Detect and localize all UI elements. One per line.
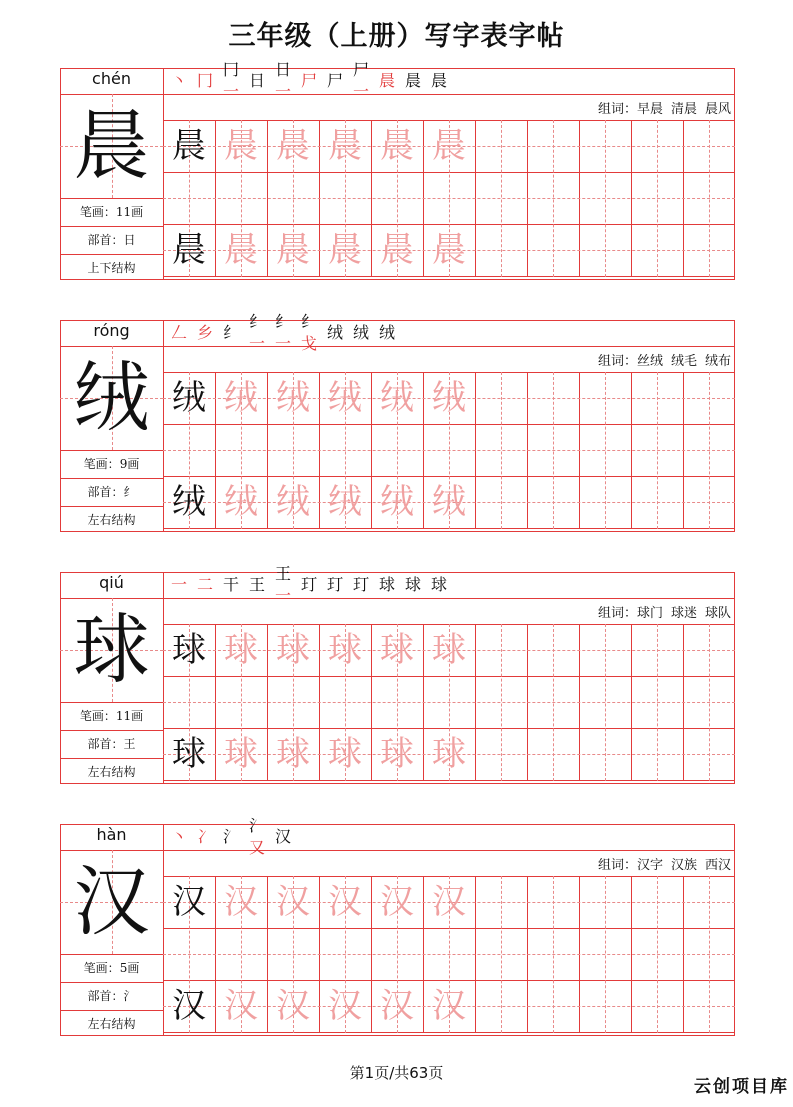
stroke-new: 丶 bbox=[170, 827, 187, 846]
radical-label: 部首： bbox=[87, 233, 124, 247]
stroke-step bbox=[218, 59, 244, 103]
stroke-step bbox=[166, 826, 192, 848]
model-character: 球 bbox=[172, 630, 206, 670]
word-list bbox=[598, 98, 731, 117]
stroke-new: 一 bbox=[222, 82, 239, 101]
word: 球迷 bbox=[670, 606, 697, 621]
stroke-base: 纟 bbox=[248, 312, 265, 331]
pinyin: qiú bbox=[99, 573, 124, 592]
radical-value: 氵 bbox=[123, 989, 136, 1003]
stroke-new: 乡 bbox=[196, 323, 213, 342]
trace-character: 球 bbox=[276, 630, 310, 670]
stroke-new: 一 bbox=[274, 586, 291, 605]
stroke-order bbox=[166, 60, 452, 101]
trace-character: 绒 bbox=[224, 378, 258, 418]
stroke-step bbox=[322, 70, 348, 92]
words-label: 组词： bbox=[597, 858, 637, 873]
radical-value: 王 bbox=[123, 737, 136, 751]
grid-row-line bbox=[163, 94, 735, 95]
word-list bbox=[598, 350, 731, 369]
word: 汉字 bbox=[636, 858, 663, 873]
stroke-step bbox=[192, 574, 218, 596]
word: 丝绒 bbox=[636, 354, 663, 369]
pinyin: róng bbox=[93, 321, 130, 340]
guide-v bbox=[657, 372, 658, 529]
guide-v bbox=[553, 876, 554, 1033]
stroke-step bbox=[322, 322, 348, 344]
stroke-new: 尸 bbox=[300, 71, 317, 90]
structure bbox=[60, 255, 163, 281]
trace-character: 绒 bbox=[432, 378, 466, 418]
trace-character: 汉 bbox=[224, 986, 258, 1026]
model-character: 绒 bbox=[172, 482, 206, 522]
stroke-step bbox=[270, 59, 296, 103]
model-character: 晨 bbox=[172, 126, 206, 166]
structure-value: 左右结构 bbox=[87, 513, 136, 527]
trace-character: 汉 bbox=[380, 986, 414, 1026]
stroke-step bbox=[166, 70, 192, 92]
stroke-base: 王 bbox=[248, 575, 265, 594]
structure-value: 左右结构 bbox=[87, 1017, 136, 1031]
char-block-3 bbox=[60, 816, 735, 1036]
guide-v bbox=[657, 876, 658, 1033]
guide-v bbox=[709, 120, 710, 277]
model-character: 球 bbox=[172, 734, 206, 774]
stroke-base: 日 bbox=[248, 71, 265, 90]
char-block-0 bbox=[60, 60, 735, 280]
guide-v bbox=[501, 120, 502, 277]
guide-v bbox=[657, 120, 658, 277]
stroke-new: 晨 bbox=[378, 71, 395, 90]
stroke-new: 一 bbox=[274, 334, 291, 353]
guide-v bbox=[709, 876, 710, 1033]
word: 绒布 bbox=[704, 354, 731, 369]
word: 西汉 bbox=[704, 858, 731, 873]
stroke-step bbox=[218, 322, 244, 344]
guide-v bbox=[501, 876, 502, 1033]
trace-character: 晨 bbox=[432, 126, 466, 166]
stroke-new: 二 bbox=[196, 575, 213, 594]
trace-character: 汉 bbox=[380, 882, 414, 922]
stroke-count-value: 9画 bbox=[119, 457, 140, 471]
large-character: 晨 bbox=[73, 101, 150, 190]
large-character: 绒 bbox=[73, 353, 150, 442]
stroke-base: 玎 bbox=[300, 575, 317, 594]
word: 球队 bbox=[704, 606, 731, 621]
border-right bbox=[734, 68, 735, 280]
stroke-step bbox=[348, 574, 374, 596]
stroke-count bbox=[60, 955, 163, 981]
brand-logo: 云创项目库 bbox=[694, 1077, 789, 1097]
large-character: 球 bbox=[73, 605, 150, 694]
stroke-count-label: 笔画： bbox=[79, 709, 116, 723]
stroke-base: 球 bbox=[378, 575, 395, 594]
stroke-step bbox=[166, 574, 192, 596]
stroke-step bbox=[244, 815, 270, 859]
word-list bbox=[598, 602, 731, 621]
page-counter: 第1页/共63页 bbox=[349, 1064, 444, 1082]
stroke-order bbox=[166, 564, 452, 605]
guide-v bbox=[605, 624, 606, 781]
stroke-base: 球 bbox=[430, 575, 447, 594]
word: 晨风 bbox=[704, 102, 731, 117]
stroke-base: 尸 bbox=[352, 60, 369, 79]
radical-label: 部首： bbox=[87, 737, 124, 751]
trace-character: 晨 bbox=[432, 230, 466, 270]
stroke-new: 一 bbox=[352, 82, 369, 101]
stroke-base: 球 bbox=[404, 575, 421, 594]
stroke-step bbox=[244, 574, 270, 596]
stroke-count-value: 5画 bbox=[119, 961, 140, 975]
trace-character: 球 bbox=[380, 734, 414, 774]
radical-label: 部首： bbox=[87, 485, 124, 499]
guide-v bbox=[605, 120, 606, 277]
words-label: 组词： bbox=[597, 354, 637, 369]
structure bbox=[60, 759, 163, 785]
trace-character: 球 bbox=[224, 734, 258, 774]
stroke-step bbox=[322, 574, 348, 596]
stroke-step bbox=[192, 826, 218, 848]
page-title: 三年级（上册）写字表字帖 bbox=[228, 21, 565, 52]
trace-character: 晨 bbox=[224, 126, 258, 166]
radical-label: 部首： bbox=[87, 989, 124, 1003]
trace-character: 绒 bbox=[328, 482, 362, 522]
stroke-count bbox=[60, 451, 163, 477]
trace-character: 绒 bbox=[224, 482, 258, 522]
trace-character: 球 bbox=[432, 630, 466, 670]
trace-character: 汉 bbox=[276, 986, 310, 1026]
stroke-base: 玎 bbox=[326, 575, 343, 594]
model-character: 汉 bbox=[172, 882, 206, 922]
radical-value: 日 bbox=[123, 233, 136, 247]
stroke-count-label: 笔画： bbox=[83, 961, 120, 975]
stroke-base: 绒 bbox=[352, 323, 369, 342]
stroke-step bbox=[270, 826, 296, 848]
stroke-step bbox=[218, 574, 244, 596]
stroke-step bbox=[244, 311, 270, 355]
stroke-step bbox=[400, 574, 426, 596]
stroke-new: 一 bbox=[274, 82, 291, 101]
guide-v bbox=[709, 624, 710, 781]
stroke-count bbox=[60, 199, 163, 225]
trace-character: 球 bbox=[328, 734, 362, 774]
word: 球门 bbox=[636, 606, 663, 621]
stroke-step bbox=[400, 70, 426, 92]
stroke-step bbox=[270, 311, 296, 355]
trace-character: 晨 bbox=[224, 230, 258, 270]
guide-v bbox=[605, 372, 606, 529]
trace-character: 晨 bbox=[380, 230, 414, 270]
words-label: 组词： bbox=[597, 606, 637, 621]
stroke-base: 氵 bbox=[248, 816, 265, 835]
guide-v bbox=[501, 624, 502, 781]
border-right bbox=[734, 824, 735, 1036]
border-right bbox=[734, 320, 735, 532]
stroke-base: 玎 bbox=[352, 575, 369, 594]
structure bbox=[60, 507, 163, 533]
stroke-order bbox=[166, 816, 296, 857]
stroke-base: 氵 bbox=[222, 827, 239, 846]
stroke-base: 晨 bbox=[430, 71, 447, 90]
word: 清晨 bbox=[670, 102, 697, 117]
stroke-base: 纟 bbox=[222, 323, 239, 342]
guide-v bbox=[657, 624, 658, 781]
stroke-count-value: 11画 bbox=[115, 205, 144, 219]
structure-value: 左右结构 bbox=[87, 765, 136, 779]
stroke-step bbox=[244, 70, 270, 92]
trace-character: 球 bbox=[224, 630, 258, 670]
stroke-step bbox=[192, 322, 218, 344]
pinyin: hàn bbox=[96, 825, 127, 844]
grid-row-line bbox=[163, 598, 735, 599]
stroke-step bbox=[374, 574, 400, 596]
word: 绒毛 bbox=[670, 354, 697, 369]
stroke-step bbox=[348, 322, 374, 344]
stroke-new: 丶 bbox=[170, 71, 187, 90]
char-block-2 bbox=[60, 564, 735, 784]
trace-character: 绒 bbox=[276, 378, 310, 418]
trace-character: 汉 bbox=[328, 882, 362, 922]
stroke-base: 日 bbox=[274, 60, 291, 79]
structure bbox=[60, 1011, 163, 1037]
stroke-count-value: 11画 bbox=[115, 709, 144, 723]
trace-character: 绒 bbox=[276, 482, 310, 522]
trace-character: 晨 bbox=[276, 230, 310, 270]
stroke-base: 绒 bbox=[378, 323, 395, 342]
stroke-step bbox=[296, 311, 322, 355]
stroke-count-label: 笔画： bbox=[83, 457, 120, 471]
stroke-step bbox=[192, 70, 218, 92]
trace-character: 绒 bbox=[380, 378, 414, 418]
radical bbox=[60, 479, 163, 505]
stroke-step bbox=[374, 70, 400, 92]
word: 早晨 bbox=[636, 102, 663, 117]
stroke-step bbox=[426, 574, 452, 596]
stroke-base: 干 bbox=[222, 575, 239, 594]
guide-v bbox=[709, 372, 710, 529]
trace-character: 绒 bbox=[380, 482, 414, 522]
stroke-base: 晨 bbox=[404, 71, 421, 90]
stroke-new: 一 bbox=[170, 575, 187, 594]
trace-character: 晨 bbox=[328, 230, 362, 270]
radical bbox=[60, 983, 163, 1009]
large-character: 汉 bbox=[73, 857, 150, 946]
model-character: 绒 bbox=[172, 378, 206, 418]
stroke-step bbox=[296, 574, 322, 596]
guide-v bbox=[553, 624, 554, 781]
trace-character: 球 bbox=[380, 630, 414, 670]
guide-v bbox=[605, 876, 606, 1033]
model-character: 晨 bbox=[172, 230, 206, 270]
stroke-step bbox=[426, 70, 452, 92]
stroke-base: 纟 bbox=[274, 312, 291, 331]
trace-character: 绒 bbox=[432, 482, 466, 522]
words-label: 组词： bbox=[597, 102, 637, 117]
guide-v bbox=[553, 372, 554, 529]
stroke-base: 王 bbox=[274, 564, 291, 583]
guide-v bbox=[501, 372, 502, 529]
stroke-base: 绒 bbox=[326, 323, 343, 342]
trace-character: 晨 bbox=[328, 126, 362, 166]
guide-v bbox=[553, 120, 554, 277]
stroke-base: 尸 bbox=[326, 71, 343, 90]
stroke-new: 一 bbox=[248, 334, 265, 353]
trace-character: 汉 bbox=[276, 882, 310, 922]
trace-character: 球 bbox=[432, 734, 466, 774]
word-list bbox=[598, 854, 731, 873]
radical-value: 纟 bbox=[123, 485, 136, 499]
stroke-count-label: 笔画： bbox=[79, 205, 116, 219]
stroke-step bbox=[296, 70, 322, 92]
trace-character: 晨 bbox=[380, 126, 414, 166]
stroke-order bbox=[166, 312, 400, 353]
radical bbox=[60, 731, 163, 757]
word: 汉族 bbox=[670, 858, 697, 873]
stroke-base: 冂 bbox=[222, 60, 239, 79]
trace-character: 绒 bbox=[328, 378, 362, 418]
stroke-new: 戈 bbox=[300, 334, 317, 353]
border-right bbox=[734, 572, 735, 784]
char-block-1 bbox=[60, 312, 735, 532]
stroke-new: 冫 bbox=[196, 827, 213, 846]
stroke-count bbox=[60, 703, 163, 729]
trace-character: 汉 bbox=[432, 986, 466, 1026]
trace-character: 汉 bbox=[224, 882, 258, 922]
stroke-base: 汉 bbox=[274, 827, 291, 846]
trace-character: 汉 bbox=[328, 986, 362, 1026]
trace-character: 球 bbox=[276, 734, 310, 774]
stroke-step bbox=[166, 322, 192, 344]
stroke-new: 𠃋 bbox=[170, 323, 187, 342]
trace-character: 晨 bbox=[276, 126, 310, 166]
stroke-step bbox=[374, 322, 400, 344]
stroke-base: 纟 bbox=[300, 312, 317, 331]
stroke-step bbox=[218, 826, 244, 848]
stroke-step bbox=[348, 59, 374, 103]
pinyin: chén bbox=[92, 69, 131, 88]
trace-character: 球 bbox=[328, 630, 362, 670]
structure-value: 上下结构 bbox=[87, 261, 136, 275]
stroke-step bbox=[270, 563, 296, 607]
trace-character: 汉 bbox=[432, 882, 466, 922]
model-character: 汉 bbox=[172, 986, 206, 1026]
radical bbox=[60, 227, 163, 253]
stroke-new: 冂 bbox=[196, 71, 213, 90]
stroke-new: 又 bbox=[248, 838, 265, 857]
